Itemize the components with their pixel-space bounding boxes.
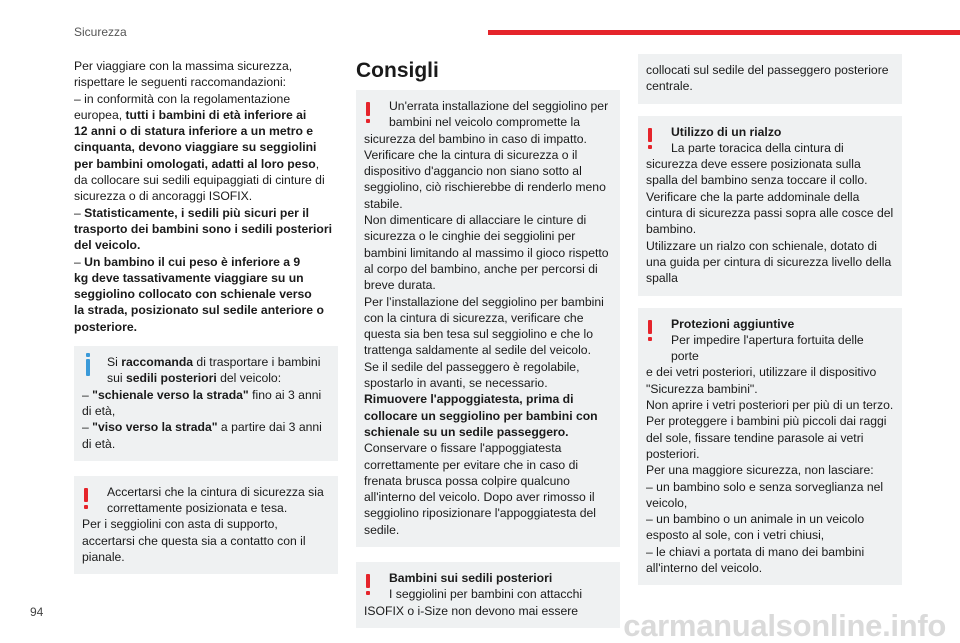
page-number: 94 <box>30 605 44 619</box>
text-line: collocati sul sedile del passeggero posteriore <box>646 63 889 77</box>
text-line: ISOFIX o i-Size non devono mai essere <box>364 603 579 618</box>
text-bold: Rimuovere l'appoggiatesta, prima di <box>364 392 574 407</box>
text-line: correttamente posizionata e tesa. <box>107 501 288 516</box>
text-line: a partire dai 3 anni <box>217 420 322 435</box>
text-bold: sedili posteriori <box>125 371 217 386</box>
text-line: al corpo del bambino, anche per percorsi di <box>364 261 598 276</box>
text-line: – <box>82 387 93 402</box>
box-title: Utilizzo di un rialzo <box>671 124 782 139</box>
text-line: bambino. <box>646 222 697 237</box>
exclamation-icon <box>648 128 652 142</box>
info-icon <box>86 359 90 376</box>
text-line: Non aprire i vetri posteriori per più di un terzo. <box>646 398 894 413</box>
text-line: , <box>315 156 320 171</box>
text-line: rispettare le seguenti raccomandazioni: <box>74 75 287 90</box>
text-line: La parte toracica della cintura di <box>671 140 844 155</box>
text-line: sicurezza del bambino in caso di impatto. <box>364 131 587 146</box>
text-bold: "viso verso la strada" <box>92 420 218 435</box>
exclamation-icon <box>366 102 370 116</box>
text-line: Per l’installazione del seggiolino per bambini <box>364 294 604 309</box>
text-line: una guida per cintura di sicurezza livello della <box>646 254 892 269</box>
text-bold: 12 anni o di statura inferiore a un metro e <box>74 124 314 139</box>
text-line: Si <box>107 355 122 370</box>
text-line: Per impedire l'apertura fortuita delle porte <box>671 332 864 364</box>
text-line: bambini nel veicolo compromette la <box>389 115 581 130</box>
text-line: Utilizzare un rialzo con schienale, dotato di <box>646 238 878 253</box>
text-line: questa sia ben tesa sul seggiolino e che lo <box>364 327 594 342</box>
text-line: sedile. <box>364 522 400 537</box>
text-line: esposto al sole, con i vetri chiusi, <box>646 528 825 543</box>
text-line: Verificare che la parte addominale della <box>646 189 860 204</box>
text-line: del sole, fissare tendine parasole ai vetri <box>646 430 864 445</box>
text-line: pianale. <box>82 550 125 565</box>
text-line: Per viaggiare con la massima sicurezza, <box>74 59 293 73</box>
text-bold: "schienale verso la strada" <box>92 387 249 402</box>
text-line: sui <box>107 371 126 386</box>
text-line: di età, <box>82 403 116 418</box>
text-line: di età. <box>82 436 116 451</box>
text-line: con la cintura di sicurezza, verificare che <box>364 310 584 325</box>
text-bold: Un bambino il cui peso è inferiore a 9 <box>84 254 301 269</box>
text-line: di trasportare i bambini <box>193 355 321 370</box>
column-left <box>74 58 338 574</box>
text-line: sicurezza o le cinghie dei seggiolini per <box>364 229 576 244</box>
text-bold: posteriore. <box>74 319 137 334</box>
text-line: sicurezza deve essere posizionata sulla <box>646 157 861 172</box>
warning-box-booster <box>638 116 902 296</box>
text-line: – <box>82 420 93 435</box>
text-bold: kg deve tassativamente viaggiare su un <box>74 270 304 285</box>
warning-box-extra-protection <box>638 308 902 586</box>
text-line: I seggiolini per bambini con attacchi <box>389 587 583 602</box>
text-line: – le chiavi a portata di mano dei bambini <box>646 544 865 559</box>
text-bold: seggiolino collocato con schienale verso <box>74 287 312 302</box>
text-bold: per bambini omologati, adatti al loro peso <box>74 156 316 171</box>
column-right <box>638 54 902 585</box>
text-line: "Sicurezza bambini". <box>646 381 758 396</box>
text-line: Per i seggiolini con asta di supporto, <box>82 517 278 532</box>
section-header: Sicurezza <box>74 25 127 39</box>
text-line: posteriori. <box>646 446 700 461</box>
text-line: dispositivo d'aggancio non siano sotto al <box>364 164 582 179</box>
exclamation-icon <box>366 574 370 588</box>
text-line: del veicolo: <box>216 371 282 386</box>
text-line: Un'errata installazione del seggiolino per <box>389 99 609 113</box>
text-line: Verificare che la cintura di sicurezza o il <box>364 147 578 162</box>
text-line: all'interno del veicolo. Dopo aver rimosso il <box>364 490 595 505</box>
text-line: fino ai 3 anni <box>248 387 322 402</box>
text-bold: tutti i bambini di età inferiore ai <box>125 107 307 122</box>
text-line: – un bambino o un animale in un veicolo <box>646 512 865 527</box>
text-line: spalla <box>646 271 678 286</box>
text-line: sicurezza o di ancoraggi ISOFIX. <box>74 189 253 204</box>
warning-box-installation <box>356 90 620 547</box>
text-line: seggiolino, ciò rischierebbe di renderlo meno <box>364 180 606 195</box>
text-line: correttamente per evitare che in caso di <box>364 457 579 472</box>
text-line: – un bambino solo e senza sorveglianza nel <box>646 479 884 494</box>
text-bold: schienale su un sedile passeggero. <box>364 424 569 439</box>
text-line: seggiolino riposizionare l'appoggiatesta del <box>364 506 597 521</box>
text-line: – in conformità con la regolamentazione <box>74 91 291 106</box>
text-line: Conservare o fissare l'appoggiatesta <box>364 441 562 456</box>
box-title: Protezioni aggiuntive <box>671 316 795 331</box>
text-line: frenata brusca possa colpire qualcuno <box>364 473 570 488</box>
column-middle <box>356 58 620 628</box>
text-bold: collocare un seggiolino per bambini con <box>364 408 598 423</box>
text-line: Per proteggere i bambini più piccoli dai raggi <box>646 414 887 429</box>
text-line: da collocare sui sedili equipaggiati di cinture di <box>74 173 325 188</box>
text-line: breve durata. <box>364 278 436 293</box>
text-line: cintura di sicurezza passi sopra alle cosce del <box>646 206 894 221</box>
text-line: Se il sedile del passeggero è regolabile, <box>364 359 580 374</box>
text-line: centrale. <box>646 79 693 94</box>
box-title: Bambini sui sedili posteriori <box>389 571 553 586</box>
text-bold: del veicolo. <box>74 238 141 253</box>
continuation-box <box>638 54 902 104</box>
intro-text <box>74 58 338 335</box>
text-bold: cinquanta, devono viaggiare su seggiolini <box>74 140 317 155</box>
text-line: Accertarsi che la cintura di sicurezza sia <box>107 484 324 499</box>
text-line: bambini limitando al massimo il gioco rispetto <box>364 245 609 260</box>
info-box <box>74 346 338 461</box>
text-line: spostarlo in avanti, se necessario. <box>364 376 548 391</box>
text-bold: trasporto dei bambini sono i sedili posteriori <box>74 221 333 236</box>
text-line: all'interno del veicolo. <box>646 561 763 576</box>
text-line: stabile. <box>364 196 403 211</box>
text-line: Non dimenticare di allacciare le cinture di <box>364 213 587 228</box>
section-title: Consigli <box>356 59 439 82</box>
text-line: trattenga saldamente al sedile del veicolo. <box>364 343 591 358</box>
text-line: Per una maggiore sicurezza, non lasciare: <box>646 463 874 478</box>
text-bold: raccomanda <box>121 355 194 370</box>
text-line: veicolo, <box>646 495 688 510</box>
text-line: – <box>74 254 85 269</box>
text-line: europea, <box>74 107 126 122</box>
text-bold: Statisticamente, i sedili più sicuri per il <box>84 205 310 220</box>
text-line: spalla del bambino senza toccare il collo. <box>646 173 868 188</box>
warning-box <box>74 476 338 574</box>
watermark: carmanualsonline.info <box>623 607 946 643</box>
text-line: accertarsi che questa sia a contatto con il <box>82 533 306 548</box>
exclamation-icon <box>84 488 88 502</box>
text-line: – <box>74 205 85 220</box>
header-accent-bar <box>488 30 960 35</box>
warning-box-rear-seats <box>356 562 620 628</box>
text-line: e dei vetri posteriori, utilizzare il dispositivo <box>646 365 877 380</box>
exclamation-icon <box>648 320 652 334</box>
text-bold: la strada, posizionato sul sedile anteriore o <box>74 303 324 318</box>
